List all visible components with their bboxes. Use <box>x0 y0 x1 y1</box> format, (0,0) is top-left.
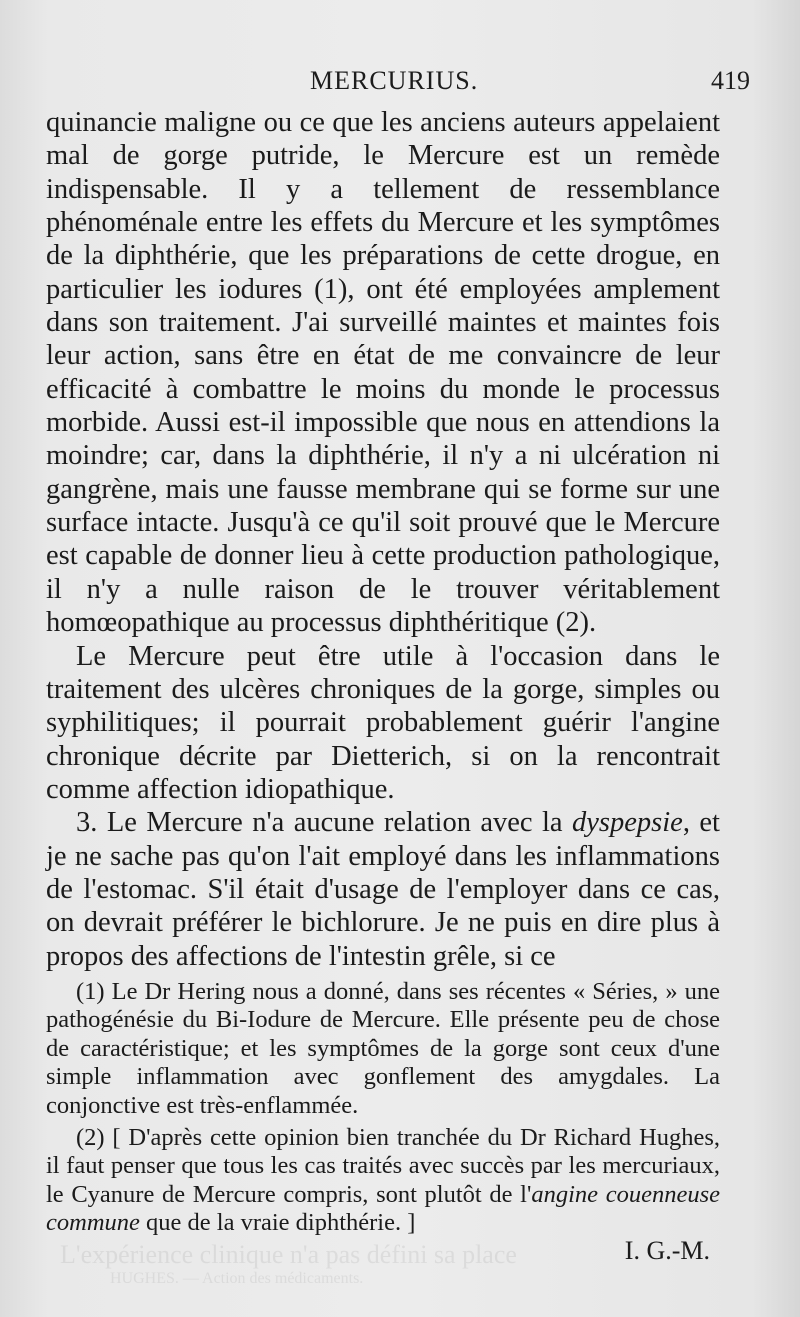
running-head: MERCURIUS. <box>310 66 479 95</box>
paragraph-1: quinancie maligne ou ce que les anciens auteurs appelaient mal de gorge putride, le Mercure est un remède indispensable. Il y a tellement de ressemblance phénoménale entre les effets du Mercure et les symptômes de la diphthérie, que les préparations de cette drogue, en particulier les iodures (1), ont été employées amplement dans son traitement. J'ai surveillé maintes et maintes fois leur action, sans être en état de me convaincre de leur efficacité à combattre le moins du monde le processus morbide. Aussi est-il impossible que nous en attendions la moindre; car, dans la diphthérie, il n'y a ni ulcération ni gangrène, mais une fausse membrane qui se forme sur une surface intacte. Jusqu'à ce qu'il soit prouvé que le Mercure est capable de donner lieu à cette production pathologique, il n'y a nulle raison de le trouver véritablement homœopathique au processus diphthéritique (2). <box>46 107 720 639</box>
bleed-through-line: L'expérience clinique n'a pas défini sa place <box>60 1240 517 1269</box>
footnote-2-start: (2) [ D'après cette opinion bien tranchée du Dr Richard Hughes, il faut penser que tous les cas traités avec succès par les mercuriaux, le Cyanure de Mercure compris, sont plutôt de l' <box>46 1124 720 1208</box>
footnote-1: (1) Le Dr Hering nous a donné, dans ses récentes « Séries, » une pathogénésie du Bi-Iodure de Mercure. Elle présente peu de chose de caractéristique; et les symptômes de la gorge sont ceux d'une simple inflammation avec gonflement des amygdales. La conjonctive est très-enflammée. <box>46 978 720 1119</box>
emphasis-angine: angine couenneuse commune <box>46 1180 720 1237</box>
paragraph-3 <box>46 806 720 973</box>
body-text <box>46 106 720 973</box>
paragraph-3-end: , et je ne sache pas qu'on l'ait employé dans les inflammations de l'estomac. S'il était d'usage de l'employer dans ce cas, on devrait préférer le bichlorure. Je ne puis en dire plus à propos des affections de l'intestin grêle, si ce <box>46 807 720 972</box>
footnote-2 <box>46 1124 720 1238</box>
page-header <box>0 66 800 106</box>
footnote-2-end: que de la vraie diphthérie. ] <box>139 1209 416 1237</box>
translator-signature: I. G.-M. <box>624 1236 710 1265</box>
paragraph-2: Le Mercure peut être utile à l'occasion dans le traitement des ulcères chroniques de la gorge, simples ou syphilitiques; il pourrait probablement guérir l'angine chronique décrite par Dietterich, si on la rencontrait comme affection idiopathique. <box>46 640 720 805</box>
emphasis-dyspepsie: dyspepsie <box>572 807 683 839</box>
footnotes <box>46 978 720 1242</box>
page-number: 419 <box>711 66 750 95</box>
paragraph-3-start: 3. Le Mercure n'a aucune relation avec la <box>76 807 573 839</box>
bleed-through-footer: HUGHES. — Action des médicaments. <box>110 1270 364 1287</box>
